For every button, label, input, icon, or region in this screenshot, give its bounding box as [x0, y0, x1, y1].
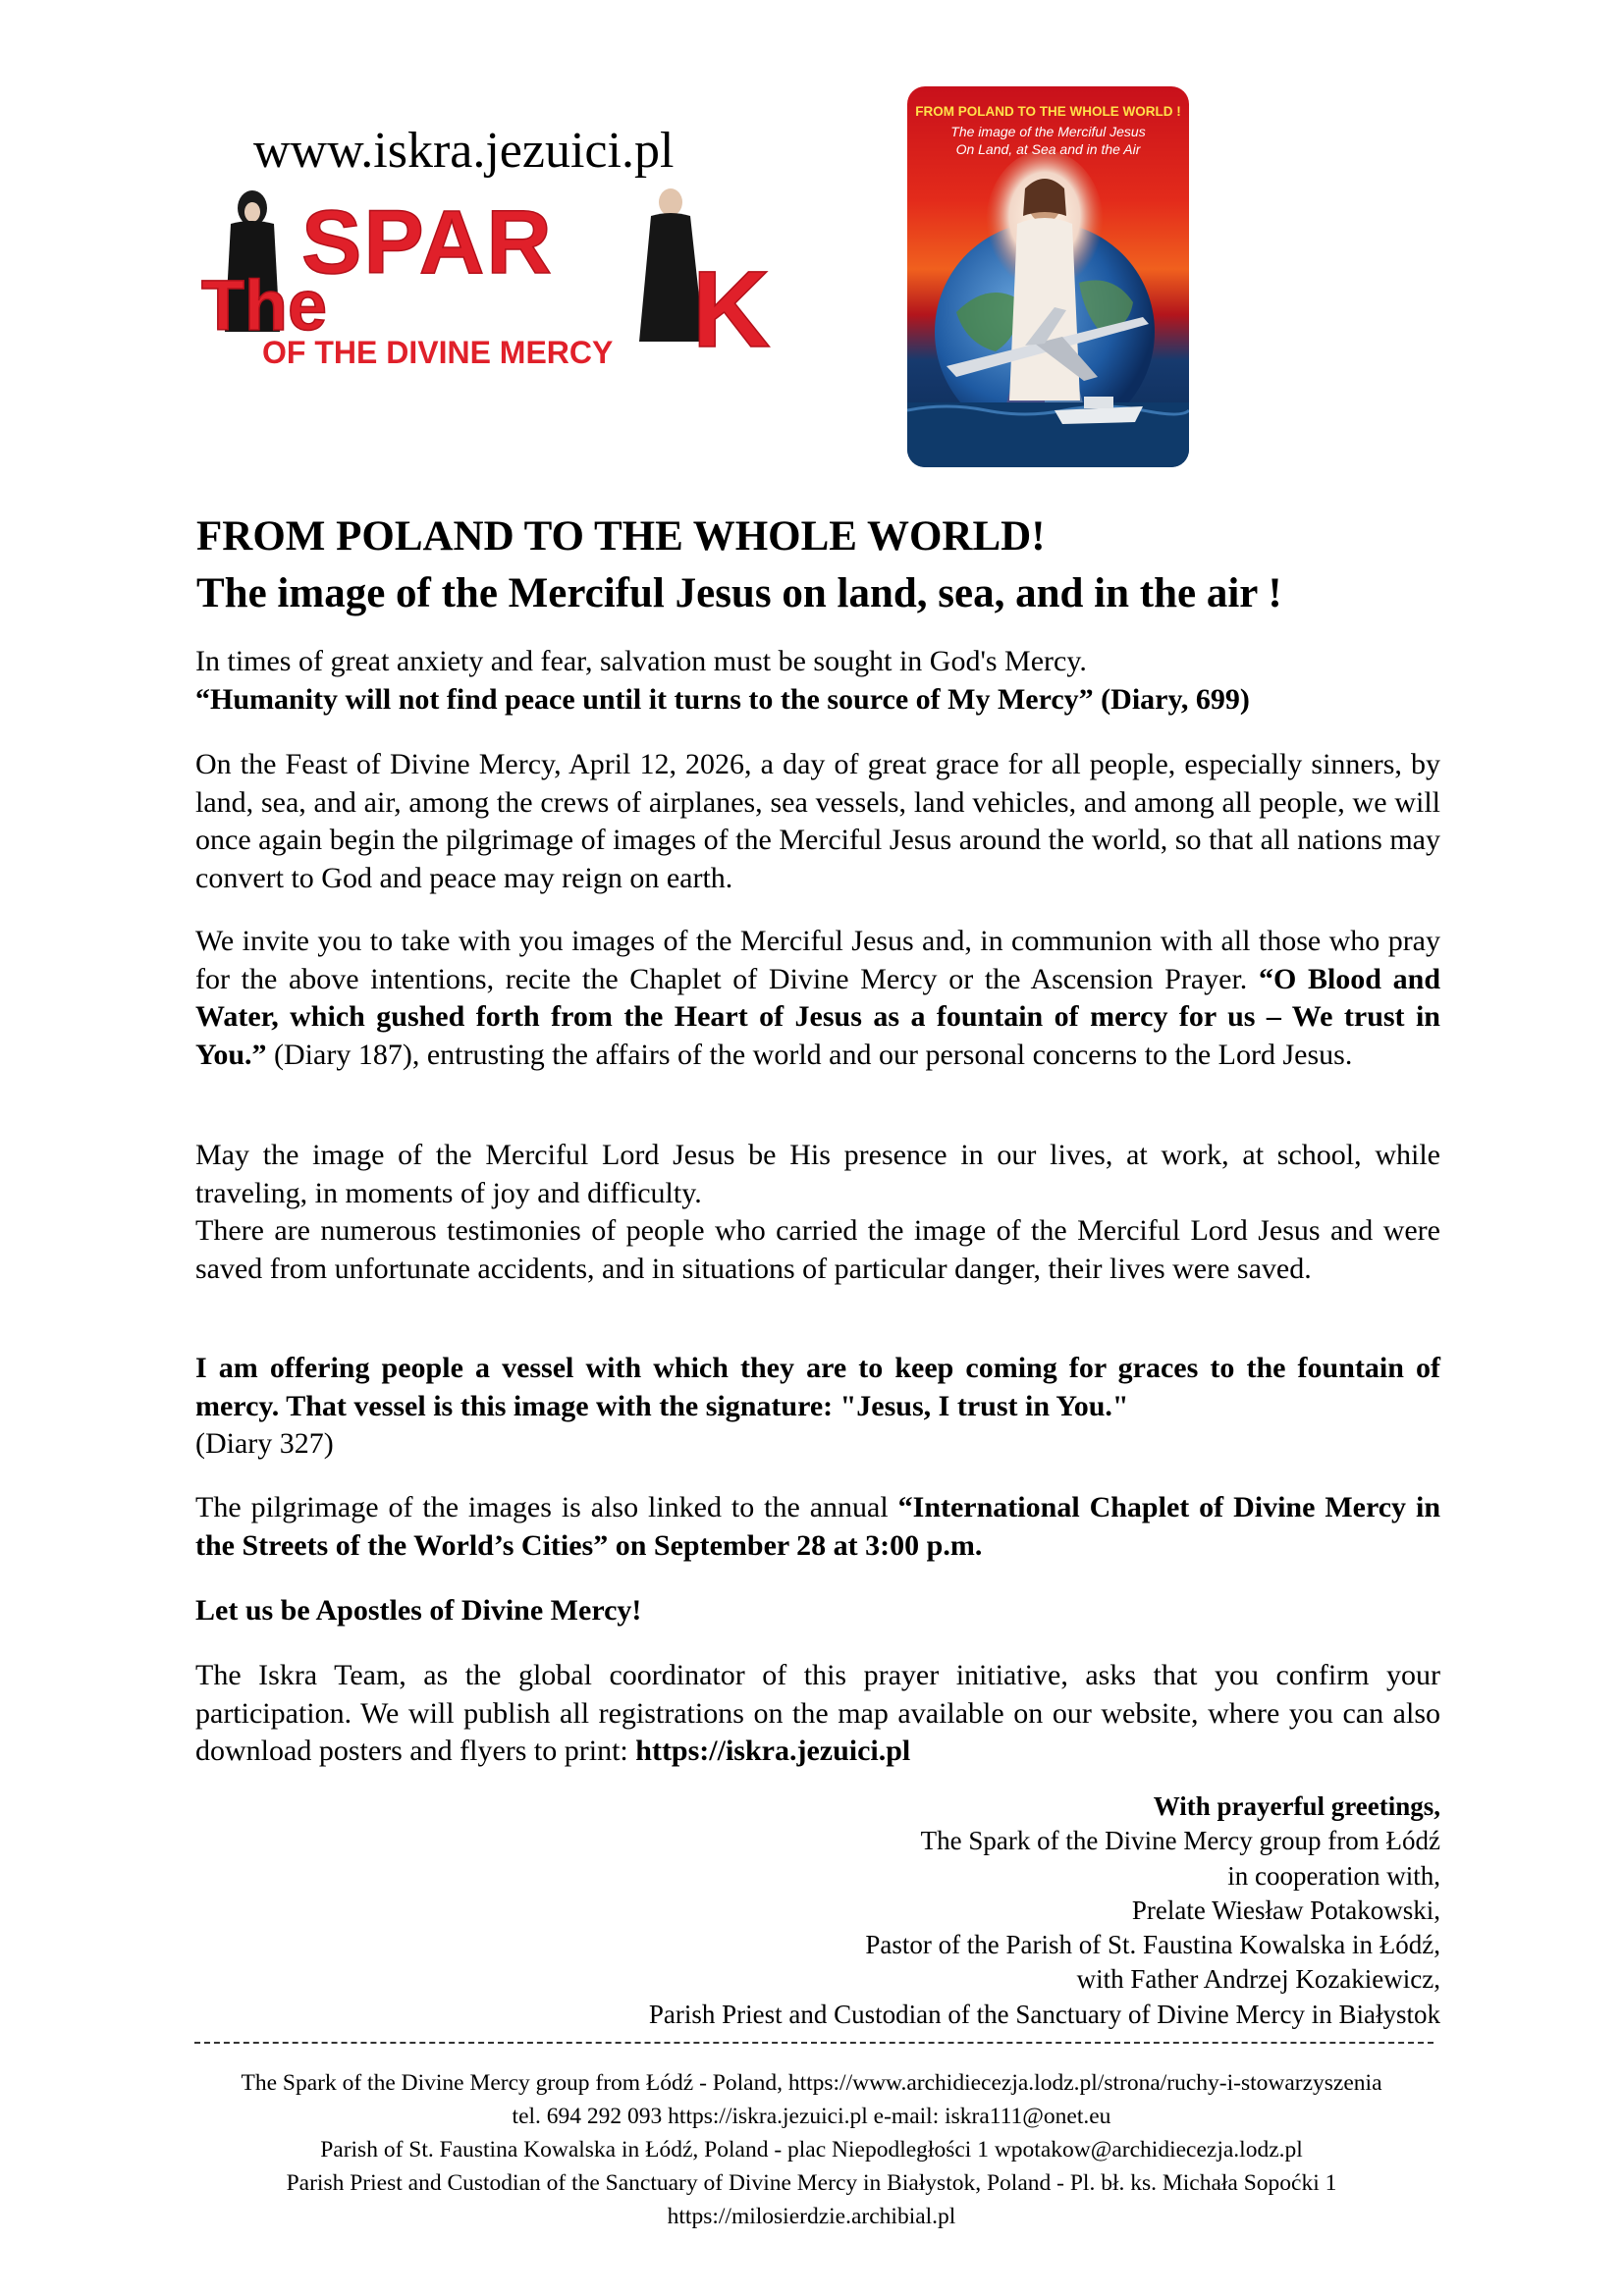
logo-spar: SPAR: [301, 192, 554, 293]
apostles-call: Let us be Apostles of Divine Mercy!: [195, 1594, 642, 1627]
footer-line: Parish of St. Faustina Kowalska in Łódź, Poland - plac Niepodległości 1 wpotakow@archidiecezja.lodz.pl: [320, 2137, 1303, 2163]
logo-the: The: [201, 267, 328, 346]
paragraph-invitation: [195, 923, 1440, 1074]
title-line-1: FROM POLAND TO THE WHOLE WORLD!: [196, 513, 1046, 560]
poster-headline: FROM POLAND TO THE WHOLE WORLD !: [915, 104, 1181, 119]
signature-line: Prelate Wiesław Potakowski,: [1131, 1895, 1440, 1925]
intro-quote: “Humanity will not find peace until it turns to the source of My Mercy” (Diary, 699): [195, 682, 1250, 716]
spark-logo-graphic: [201, 185, 790, 381]
signature-line: in cooperation with,: [1227, 1860, 1440, 1891]
testimonies-text: There are numerous testimonies of people who carried the image of the Merciful Lord Jesus and were saved from unfortunate accidents, and in situations of particular danger, their lives were saved.: [195, 1214, 1440, 1285]
paragraph-chaplet: [195, 1489, 1440, 1565]
signature-block: [649, 1789, 1440, 2032]
paragraph-registration: [195, 1657, 1440, 1771]
site-url[interactable]: www.iskra.jezuici.pl: [253, 123, 675, 179]
vessel-reference: (Diary 327): [195, 1427, 334, 1460]
intro-paragraph: [195, 643, 1440, 719]
signature-line: with Father Andrzej Kozakiewicz,: [1076, 1964, 1440, 1995]
footer-line: The Spark of the Divine Mercy group from Łódź - Poland, https://www.archidiecezja.lodz.pl/strona/ruchy-i-stowarzyszenia: [241, 2070, 1382, 2096]
chaplet-text: The pilgrimage of the images is also linked to the annual: [195, 1491, 889, 1523]
paragraph-apostles: [195, 1592, 1440, 1630]
footer-line: Parish Priest and Custodian of the Sanctuary of Divine Mercy in Białystok, Poland - Pl. bł. ks. Michała Sopoćki 1: [286, 2170, 1337, 2196]
vessel-quote: I am offering people a vessel with which they are to keep coming for graces to the fountain of mercy. That vessel is this image with the signature: "Jesus, I trust in You.": [195, 1352, 1440, 1422]
divine-mercy-poster: [907, 86, 1189, 467]
invitation-prayer-quote: “O Blood and Water, which gushed forth from the Heart of Jesus as a fountain of mercy for us – We trust in You.”: [195, 962, 1441, 1071]
logo-subtitle: OF THE DIVINE MERCY: [262, 335, 614, 370]
paragraph-feast: On the Feast of Divine Mercy, April 12, 2026, a day of great grace for all people, especially sinners, by land, sea, and air, among the crews of airplanes, sea vessels, land vehicles, and among all people, we will once again begin the pilgrimage of images of the Merciful Jesus around the world, so that all nations may convert to God and peace may reign on earth.: [195, 748, 1440, 894]
footer-contacts: [0, 2066, 1623, 2233]
signature-line: Parish Priest and Custodian of the Sanctuary of Divine Mercy in Białystok: [648, 1999, 1440, 2029]
signature-greeting: With prayerful greetings,: [1153, 1791, 1440, 1821]
paragraph-presence: [195, 1137, 1440, 1288]
signature-line: Pastor of the Parish of St. Faustina Kowalska in Łódź,: [865, 1930, 1440, 1960]
poster-subline-1: The image of the Merciful Jesus: [950, 124, 1146, 139]
registration-link[interactable]: https://iskra.jezuici.pl: [635, 1735, 911, 1767]
logo-k: K: [692, 249, 771, 370]
invitation-reference: (Diary 187), entrusting the affairs of the world and our personal concerns to the Lord Jesus.: [274, 1038, 1353, 1071]
invitation-text: We invite you to take with you images of the Merciful Jesus and, in communion with all those who pray for the above intentions, recite the Chaplet of Divine Mercy or the Ascension Prayer.: [195, 925, 1440, 995]
chaplet-event: “International Chaplet of Divine Mercy in the Streets of the World’s Cities” on September 28 at 3:00 p.m.: [195, 1491, 1440, 1562]
footer-line[interactable]: https://milosierdzie.archibial.pl: [667, 2204, 956, 2229]
signature-line: The Spark of the Divine Mercy group from Łódź: [920, 1826, 1440, 1856]
footer-line: tel. 694 292 093 https://iskra.jezuici.pl e-mail: iskra111@onet.eu: [512, 2104, 1111, 2129]
footer-divider: [194, 2042, 1434, 2044]
registration-text: The Iskra Team, as the global coordinator of this prayer initiative, asks that you confirm your participation. We will publish all registrations on the map available on our website, where you can also download posters and flyers to print:: [195, 1659, 1440, 1767]
presence-text: May the image of the Merciful Lord Jesus be His presence in our lives, at work, at school, while traveling, in moments of joy and difficulty.: [195, 1139, 1440, 1209]
intro-text: In times of great anxiety and fear, salvation must be sought in God's Mercy.: [195, 645, 1087, 677]
title-line-2: The image of the Merciful Jesus on land, sea, and in the air !: [196, 570, 1282, 616]
paragraph-vessel-quote: [195, 1350, 1440, 1464]
poster-subline-2: On Land, at Sea and in the Air: [955, 141, 1141, 157]
spark-logo: [201, 185, 790, 381]
